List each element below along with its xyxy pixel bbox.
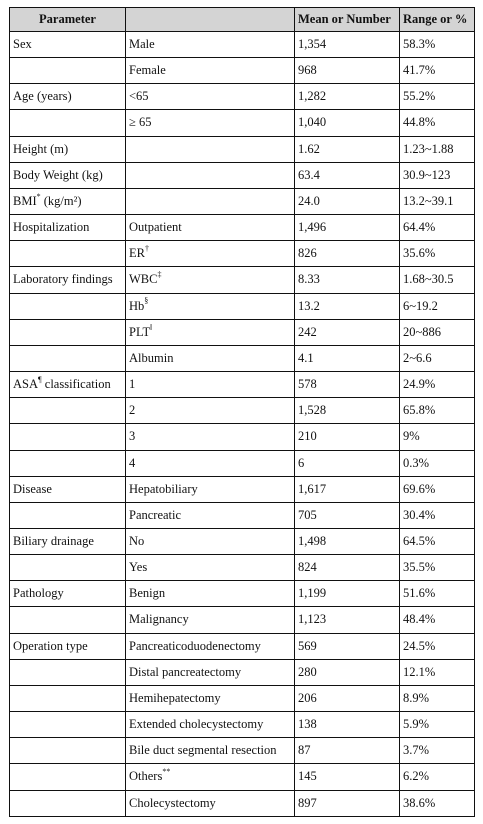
range-or-percent-cell: 13.2~39.1 xyxy=(400,188,475,214)
table-row xyxy=(10,188,475,214)
mean-or-number-cell: 138 xyxy=(295,712,400,738)
subcategory-cell xyxy=(126,528,295,554)
subcategory-label: No xyxy=(129,533,145,548)
parameter-label: Pathology xyxy=(13,586,64,601)
subcategory-cell xyxy=(126,607,295,633)
mean-or-number-cell: 4.1 xyxy=(295,345,400,371)
parameter-cell xyxy=(10,110,126,136)
subcategory-cell xyxy=(126,241,295,267)
subcategory-cell xyxy=(126,685,295,711)
parameter-cell xyxy=(10,136,126,162)
header-mean-or-number: Mean or Number xyxy=(295,8,400,32)
subcategory-cell xyxy=(126,738,295,764)
parameter-cell xyxy=(10,581,126,607)
mean-or-number-cell: 1,617 xyxy=(295,476,400,502)
range-or-percent-cell: 24.5% xyxy=(400,633,475,659)
range-or-percent-cell: 55.2% xyxy=(400,84,475,110)
subcategory-label: Hb xyxy=(129,298,145,313)
subcategory-label: Malignancy xyxy=(129,612,189,627)
table-row xyxy=(10,528,475,554)
table-row xyxy=(10,738,475,764)
mean-or-number-cell: 1,123 xyxy=(295,607,400,633)
parameter-cell xyxy=(10,738,126,764)
parameter-label: Age (years) xyxy=(13,89,72,104)
subcategory-label: Female xyxy=(129,63,166,78)
subcategory-label: Yes xyxy=(129,560,148,575)
parameter-label-tail: (kg/m²) xyxy=(40,193,82,208)
subcategory-cell xyxy=(126,555,295,581)
subcategory-cell xyxy=(126,162,295,188)
subcategory-cell xyxy=(126,188,295,214)
subcategory-cell xyxy=(126,398,295,424)
table-row xyxy=(10,764,475,790)
mean-or-number-cell: 24.0 xyxy=(295,188,400,214)
range-or-percent-cell: 5.9% xyxy=(400,712,475,738)
table-row xyxy=(10,241,475,267)
subcategory-cell xyxy=(126,424,295,450)
subcategory-cell xyxy=(126,319,295,345)
table-row xyxy=(10,32,475,58)
range-or-percent-cell: 2~6.6 xyxy=(400,345,475,371)
parameter-cell xyxy=(10,424,126,450)
parameter-label-tail: classification xyxy=(41,377,111,392)
parameter-cell xyxy=(10,764,126,790)
table-row xyxy=(10,659,475,685)
mean-or-number-cell: 145 xyxy=(295,764,400,790)
subcategory-label: 4 xyxy=(129,455,136,470)
subcategory-label: ER xyxy=(129,246,145,261)
table-row xyxy=(10,712,475,738)
subcategory-label: 1 xyxy=(129,377,136,392)
mean-or-number-cell: 824 xyxy=(295,555,400,581)
parameter-cell xyxy=(10,476,126,502)
subcategory-cell xyxy=(126,790,295,816)
range-or-percent-cell: 35.6% xyxy=(400,241,475,267)
subcategory-label: PLT xyxy=(129,324,151,339)
mean-or-number-cell: 242 xyxy=(295,319,400,345)
subcategory-label: 2 xyxy=(129,403,136,418)
range-or-percent-cell: 64.5% xyxy=(400,528,475,554)
table-row xyxy=(10,581,475,607)
mean-or-number-cell: 897 xyxy=(295,790,400,816)
mean-or-number-cell: 1,496 xyxy=(295,215,400,241)
parameter-label: BMI xyxy=(13,193,37,208)
table-row xyxy=(10,136,475,162)
mean-or-number-cell: 1,282 xyxy=(295,84,400,110)
parameter-label: Operation type xyxy=(13,638,88,653)
subcategory-cell xyxy=(126,633,295,659)
range-or-percent-cell: 0.3% xyxy=(400,450,475,476)
mean-or-number-cell: 63.4 xyxy=(295,162,400,188)
mean-or-number-cell: 1,354 xyxy=(295,32,400,58)
range-or-percent-cell: 51.6% xyxy=(400,581,475,607)
subcategory-cell xyxy=(126,267,295,293)
header-range-or-percent: Range or % xyxy=(400,8,475,32)
subcategory-label: Distal pancreatectomy xyxy=(129,664,242,679)
subcategory-label: Pancreaticoduodenectomy xyxy=(129,638,261,653)
table-row xyxy=(10,398,475,424)
footnote-marker: ‖ xyxy=(150,322,153,332)
parameter-cell xyxy=(10,319,126,345)
mean-or-number-cell: 87 xyxy=(295,738,400,764)
table-row xyxy=(10,110,475,136)
subcategory-label: WBC xyxy=(129,272,158,287)
parameter-label: ASA xyxy=(13,377,39,392)
mean-or-number-cell: 1,498 xyxy=(295,528,400,554)
subcategory-cell xyxy=(126,110,295,136)
mean-or-number-cell: 578 xyxy=(295,372,400,398)
range-or-percent-cell: 6.2% xyxy=(400,764,475,790)
parameter-cell xyxy=(10,607,126,633)
subcategory-label: Male xyxy=(129,37,155,51)
parameter-cell xyxy=(10,450,126,476)
parameter-cell xyxy=(10,241,126,267)
parameter-cell xyxy=(10,215,126,241)
range-or-percent-cell: 24.9% xyxy=(400,372,475,398)
parameter-cell xyxy=(10,398,126,424)
parameter-cell xyxy=(10,685,126,711)
subcategory-cell xyxy=(126,215,295,241)
parameter-cell xyxy=(10,712,126,738)
range-or-percent-cell: 38.6% xyxy=(400,790,475,816)
parameter-cell xyxy=(10,32,126,58)
subcategory-cell xyxy=(126,84,295,110)
header-subcategory xyxy=(126,8,295,32)
parameter-cell xyxy=(10,555,126,581)
table-row xyxy=(10,555,475,581)
subcategory-label: ≥ 65 xyxy=(129,115,152,130)
mean-or-number-cell: 1,199 xyxy=(295,581,400,607)
table-row xyxy=(10,607,475,633)
subcategory-label: Extended cholecystectomy xyxy=(129,717,264,732)
subcategory-label: Hemihepatectomy xyxy=(129,690,221,705)
parameter-label: Biliary drainage xyxy=(13,533,94,548)
footnote-marker: † xyxy=(144,244,149,254)
parameter-cell xyxy=(10,345,126,371)
subcategory-cell xyxy=(126,345,295,371)
table-row xyxy=(10,372,475,398)
subcategory-label: Outpatient xyxy=(129,220,182,235)
subcategory-cell xyxy=(126,502,295,528)
subcategory-cell xyxy=(126,659,295,685)
patient-characteristics-table xyxy=(9,7,475,817)
footnote-marker: ** xyxy=(162,767,171,777)
subcategory-cell xyxy=(126,136,295,162)
range-or-percent-cell: 35.5% xyxy=(400,555,475,581)
mean-or-number-cell: 280 xyxy=(295,659,400,685)
table-row xyxy=(10,345,475,371)
parameter-cell xyxy=(10,372,126,398)
parameter-cell xyxy=(10,267,126,293)
table-row xyxy=(10,293,475,319)
table-row xyxy=(10,685,475,711)
parameter-label: Sex xyxy=(13,37,32,51)
mean-or-number-cell: 968 xyxy=(295,58,400,84)
footnote-marker: ¶ xyxy=(38,374,42,384)
footnote-marker: ‡ xyxy=(157,270,162,280)
range-or-percent-cell: 44.8% xyxy=(400,110,475,136)
table-row xyxy=(10,215,475,241)
subcategory-cell xyxy=(126,581,295,607)
mean-or-number-cell: 206 xyxy=(295,685,400,711)
parameter-cell xyxy=(10,633,126,659)
subcategory-cell xyxy=(126,764,295,790)
mean-or-number-cell: 8.33 xyxy=(295,267,400,293)
parameter-label: Disease xyxy=(13,481,52,496)
parameter-label: Body Weight (kg) xyxy=(13,167,103,182)
subcategory-label: Pancreatic xyxy=(129,507,182,522)
range-or-percent-cell: 64.4% xyxy=(400,215,475,241)
range-or-percent-cell: 12.1% xyxy=(400,659,475,685)
subcategory-cell xyxy=(126,712,295,738)
range-or-percent-cell: 8.9% xyxy=(400,685,475,711)
table-row xyxy=(10,790,475,816)
subcategory-label: Benign xyxy=(129,586,166,601)
footnote-marker: § xyxy=(144,296,149,306)
table-body xyxy=(10,32,475,817)
range-or-percent-cell: 41.7% xyxy=(400,58,475,84)
parameter-cell xyxy=(10,659,126,685)
mean-or-number-cell: 6 xyxy=(295,450,400,476)
subcategory-cell xyxy=(126,58,295,84)
table-row xyxy=(10,267,475,293)
subcategory-cell xyxy=(126,293,295,319)
table-row xyxy=(10,502,475,528)
subcategory-label: Bile duct segmental resection xyxy=(129,743,277,758)
table-row xyxy=(10,633,475,659)
table-row xyxy=(10,476,475,502)
range-or-percent-cell: 3.7% xyxy=(400,738,475,764)
mean-or-number-cell: 826 xyxy=(295,241,400,267)
range-or-percent-cell: 69.6% xyxy=(400,476,475,502)
subcategory-cell xyxy=(126,450,295,476)
range-or-percent-cell: 6~19.2 xyxy=(400,293,475,319)
parameter-label: Height (m) xyxy=(13,141,69,156)
parameter-label: Laboratory findings xyxy=(13,272,113,287)
header-parameter: Parameter xyxy=(10,8,126,32)
subcategory-label: Others xyxy=(129,769,163,784)
range-or-percent-cell: 20~886 xyxy=(400,319,475,345)
range-or-percent-cell: 58.3% xyxy=(400,32,475,58)
parameter-label: Hospitalization xyxy=(13,220,90,235)
mean-or-number-cell: 13.2 xyxy=(295,293,400,319)
mean-or-number-cell: 1,040 xyxy=(295,110,400,136)
table-row xyxy=(10,84,475,110)
subcategory-label: <65 xyxy=(129,89,149,104)
parameter-cell xyxy=(10,528,126,554)
parameter-cell xyxy=(10,58,126,84)
subcategory-label: 3 xyxy=(129,429,136,444)
table-header-row xyxy=(10,8,475,32)
subcategory-label: Cholecystectomy xyxy=(129,795,216,810)
range-or-percent-cell: 1.23~1.88 xyxy=(400,136,475,162)
range-or-percent-cell: 65.8% xyxy=(400,398,475,424)
subcategory-label: Albumin xyxy=(129,350,174,365)
parameter-cell xyxy=(10,162,126,188)
parameter-cell xyxy=(10,790,126,816)
subcategory-cell xyxy=(126,476,295,502)
range-or-percent-cell: 1.68~30.5 xyxy=(400,267,475,293)
parameter-cell xyxy=(10,84,126,110)
table-row xyxy=(10,424,475,450)
table-row xyxy=(10,58,475,84)
subcategory-cell xyxy=(126,32,295,58)
mean-or-number-cell: 1,528 xyxy=(295,398,400,424)
mean-or-number-cell: 569 xyxy=(295,633,400,659)
subcategory-cell xyxy=(126,372,295,398)
range-or-percent-cell: 48.4% xyxy=(400,607,475,633)
range-or-percent-cell: 30.4% xyxy=(400,502,475,528)
parameter-cell xyxy=(10,188,126,214)
parameter-cell xyxy=(10,293,126,319)
footnote-marker: * xyxy=(36,191,41,201)
mean-or-number-cell: 1.62 xyxy=(295,136,400,162)
mean-or-number-cell: 210 xyxy=(295,424,400,450)
range-or-percent-cell: 30.9~123 xyxy=(400,162,475,188)
table-row xyxy=(10,450,475,476)
mean-or-number-cell: 705 xyxy=(295,502,400,528)
table-row xyxy=(10,162,475,188)
range-or-percent-cell: 9% xyxy=(400,424,475,450)
parameter-cell xyxy=(10,502,126,528)
table-row xyxy=(10,319,475,345)
subcategory-label: Hepatobiliary xyxy=(129,481,198,496)
